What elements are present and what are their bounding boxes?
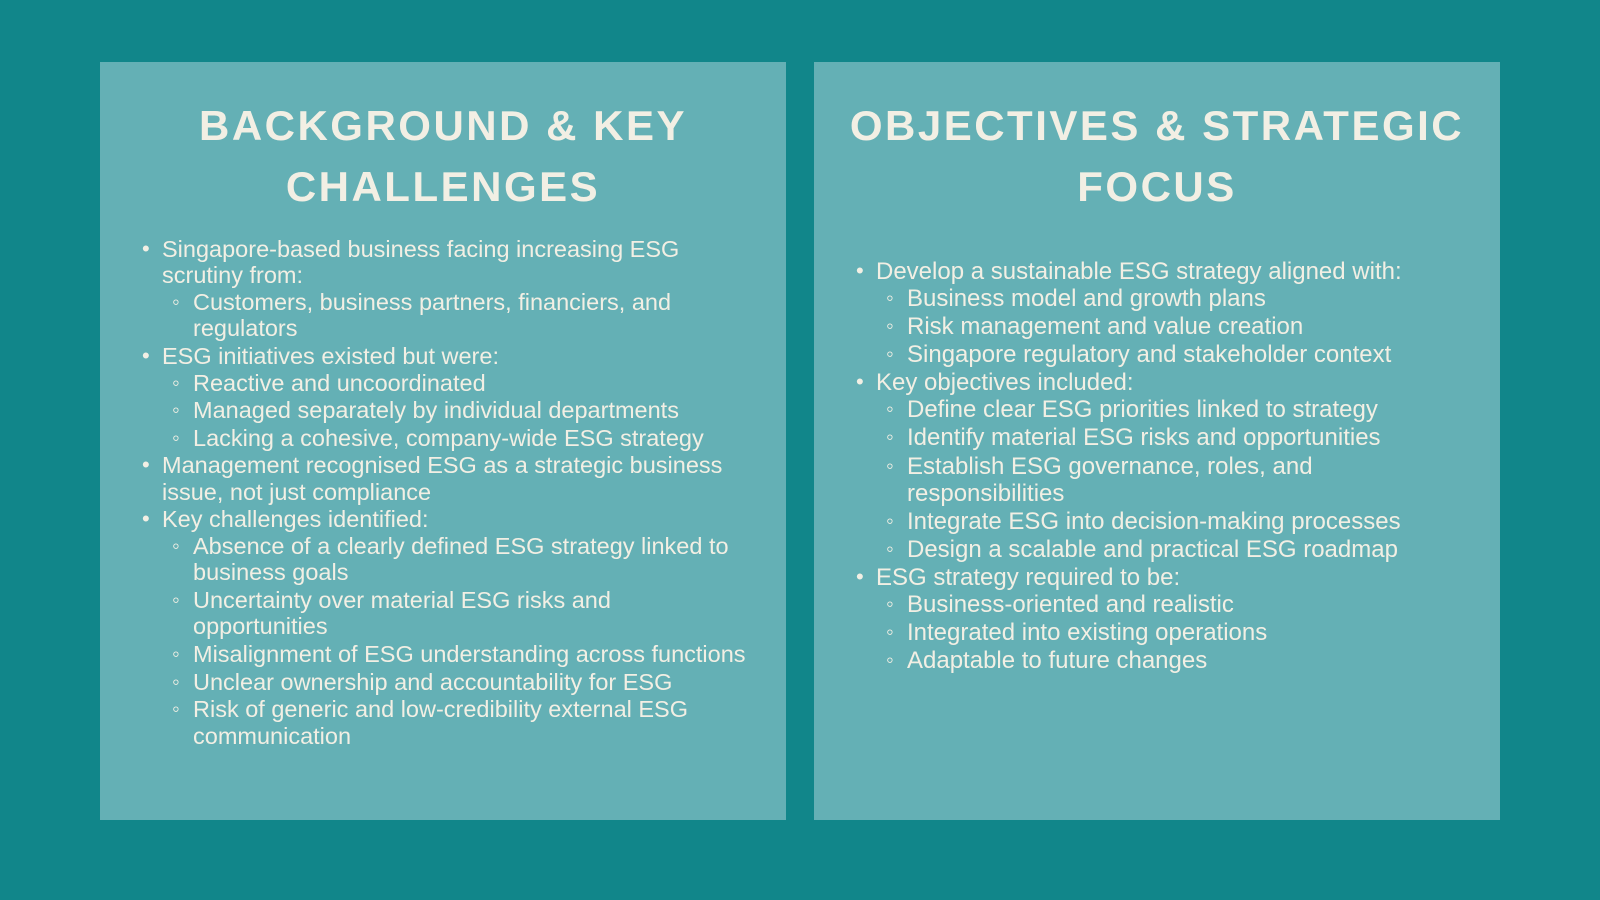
bullet-level2-list — [162, 370, 752, 452]
bullet-level2-item: ◦ Risk management and value creation — [876, 313, 1466, 340]
bullet-level1-item — [848, 369, 1466, 563]
bullet-level1-text: • Key objectives included: — [876, 369, 1466, 396]
bullet-level1-item — [134, 506, 752, 749]
bullet-level2-item: ◦ Business-oriented and realistic — [876, 591, 1466, 618]
bullet-level2-list — [162, 289, 752, 342]
bullet-level2-item: ◦ Define clear ESG priorities linked to strategy — [876, 396, 1466, 423]
bullet-level2-item: ◦ Design a scalable and practical ESG roadmap — [876, 536, 1466, 563]
bullet-level1-list — [134, 236, 752, 749]
bullet-level2-item: ◦ Unclear ownership and accountability for ESG — [162, 669, 752, 696]
bullet-level1-text: • Key challenges identified: — [162, 506, 752, 533]
bullet-level2-item: ◦ Misalignment of ESG understanding across functions — [162, 641, 752, 668]
bullet-level2-list — [162, 533, 752, 749]
bullet-level1-text: • Singapore-based business facing increasing ESG scrutiny from: — [162, 236, 752, 289]
bullet-level1-text: • Develop a sustainable ESG strategy aligned with: — [876, 258, 1466, 285]
bullet-level2-item: ◦ Establish ESG governance, roles, and responsibilities — [876, 453, 1466, 507]
bullet-level2-item: ◦ Singapore regulatory and stakeholder context — [876, 341, 1466, 368]
bullet-level1-text: • Management recognised ESG as a strategic business issue, not just compliance — [162, 452, 752, 505]
bullet-level1-text: • ESG strategy required to be: — [876, 564, 1466, 591]
bullet-level2-list — [876, 591, 1466, 674]
bullet-level2-item: ◦ Integrate ESG into decision-making processes — [876, 508, 1466, 535]
panel-objectives-strategic-focus — [814, 62, 1500, 820]
bullet-level1-item — [134, 343, 752, 451]
bullet-level2-item: ◦ Reactive and uncoordinated — [162, 370, 752, 397]
bullet-level2-item: ◦ Managed separately by individual departments — [162, 397, 752, 424]
bullet-level2-item: ◦ Integrated into existing operations — [876, 619, 1466, 646]
bullet-level1-list — [848, 258, 1466, 675]
bullet-level2-item: ◦ Uncertainty over material ESG risks and opportunities — [162, 587, 752, 640]
panel-title-objectives: OBJECTIVES & STRATEGIC FOCUS — [849, 102, 1465, 210]
bullet-level2-item: ◦ Absence of a clearly defined ESG strategy linked to business goals — [162, 533, 752, 586]
bullet-level2-item: ◦ Customers, business partners, financiers, and regulators — [162, 289, 752, 342]
bullet-level2-item: ◦ Risk of generic and low-credibility external ESG communication — [162, 696, 752, 749]
bullet-level2-list — [876, 396, 1466, 563]
bullet-level2-item: ◦ Lacking a cohesive, company-wide ESG strategy — [162, 425, 752, 452]
bullet-level1-item — [848, 564, 1466, 674]
bullet-level2-list — [876, 285, 1466, 368]
bullet-level1-text: • ESG initiatives existed but were: — [162, 343, 752, 370]
panel-background-key-challenges — [100, 62, 786, 820]
bullet-level2-item: ◦ Adaptable to future changes — [876, 647, 1466, 674]
bullet-level1-item — [848, 258, 1466, 368]
bullet-level1-item — [134, 452, 752, 505]
bullet-level2-item: ◦ Business model and growth plans — [876, 285, 1466, 312]
panel-title-background: BACKGROUND & KEY CHALLENGES — [198, 102, 687, 210]
bullet-level2-item: ◦ Identify material ESG risks and opportunities — [876, 424, 1466, 451]
bullet-list-objectives — [844, 258, 1470, 675]
bullet-level1-item — [134, 236, 752, 342]
bullet-list-background — [130, 236, 756, 749]
